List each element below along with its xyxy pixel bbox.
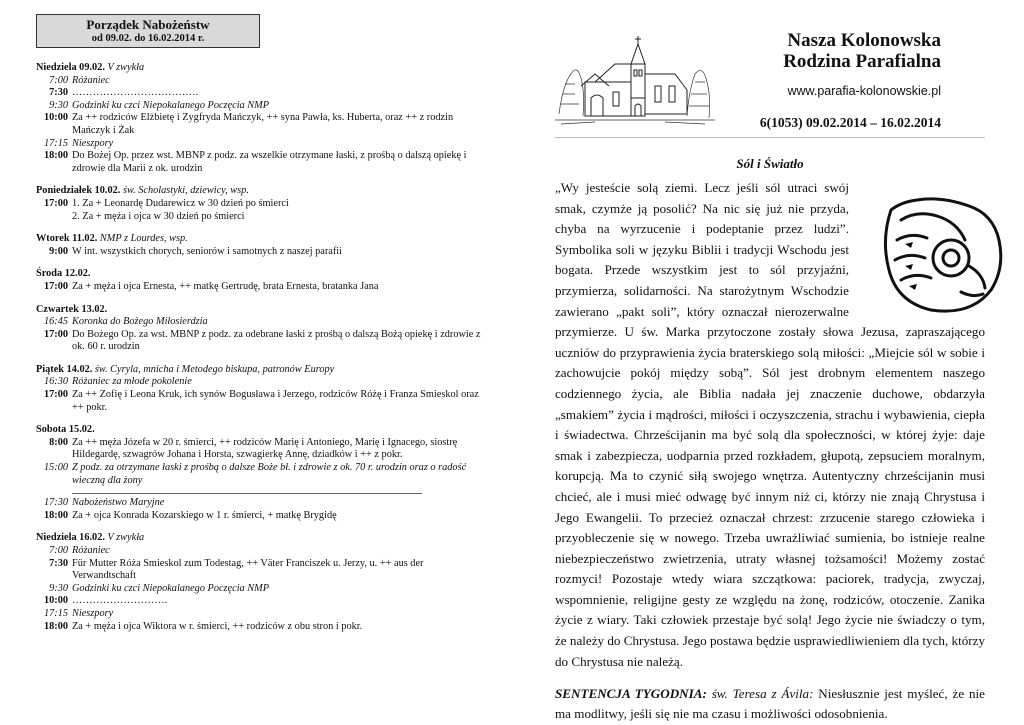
day-liturgical-note: NMP z Lourdes, wsp.: [99, 233, 188, 245]
mass-entry: [36, 545, 484, 558]
mass-entry: [36, 150, 484, 175]
mass-entry: [36, 621, 484, 634]
day-name: Wtorek 11.02.: [36, 233, 98, 245]
sentence-label: SENTENCJA TYGODNIA:: [555, 686, 707, 702]
schedule-day: [36, 185, 484, 223]
mass-time: [36, 211, 72, 224]
mass-intention: Für Mutter Róża Smieskol zum Todestag, ++ Väter Franciszek u. Jerzy, u. ++ aus der Verwandtschaft: [72, 557, 424, 582]
bulletin-title-line1: Nasza Kolonowska: [787, 30, 941, 51]
day-heading: [36, 364, 484, 377]
sentence-author: św. Teresa z Ávila:: [711, 686, 814, 702]
mass-entry: [36, 75, 484, 88]
mass-entry: [36, 329, 484, 354]
mass-intention: Nabożeństwo Maryjne: [72, 497, 165, 509]
mass-intention: Godzinki ku czci Niepokalanego Poczęcia NMP: [72, 582, 270, 594]
mass-time: 8:00: [49, 436, 68, 448]
mass-entry: [36, 100, 484, 113]
mass-entry: [36, 462, 484, 487]
mass-time: 16:45: [43, 316, 68, 328]
schedule-column: [36, 14, 484, 633]
mass-intention: 1. Za + Leonardę Dudarewicz w 30 dzień po śmierci: [72, 197, 289, 209]
mass-entry: [36, 376, 484, 389]
day-heading: [36, 424, 484, 437]
pointing-fist-illustration: [861, 170, 1011, 320]
day-name: Sobota 15.02.: [36, 424, 95, 436]
day-heading: [36, 62, 484, 75]
schedule-separator: [72, 493, 422, 494]
schedule-day: [36, 304, 484, 354]
day-liturgical-note: V zwykła: [107, 532, 145, 544]
mass-intention: Za ++ rodziców Elżbietę i Zygfryda Mańczyk, ++ syna Pawła, ks. Huberta, oraz ++ z rodzin Mańczyk i Żak: [72, 112, 454, 136]
schedule-day: [36, 268, 484, 293]
mass-time: 17:00: [43, 328, 68, 340]
mass-entry: [36, 87, 484, 100]
schedule-title: Porządek Nabożeństw: [86, 17, 210, 32]
mass-time: 17:00: [43, 197, 68, 209]
mass-intention: Za + ojca Konrada Kozarskiego w 1 r. śmierci, + matkę Brygidę: [72, 509, 337, 521]
mass-entry: [36, 211, 484, 224]
mass-entry: [36, 198, 484, 211]
day-heading: [36, 304, 484, 317]
mass-entry: [36, 138, 484, 151]
mass-intention: Godzinki ku czci Niepokalanego Poczęcia NMP: [72, 99, 270, 111]
mass-entry: [36, 316, 484, 329]
mass-time: 15:00: [43, 462, 68, 474]
mass-intention: Do Bożego Op. za wst. MBNP z podz. za odebrane łaski z prośbą o dalszą Bożą opiekę i zdrowie z ok. 60 r. urodzin: [72, 328, 481, 353]
mass-intention: Różaniec: [72, 545, 110, 556]
mass-entry: [36, 112, 484, 137]
bulletin-title-line2: Rodzina Parafialna: [783, 51, 941, 72]
mass-intention: 2. Za + męża i ojca w 30 dzień po śmierci: [72, 210, 245, 222]
mass-entry: [36, 437, 484, 462]
mass-intention: ……………………………….: [72, 87, 199, 99]
masthead-divider: [555, 137, 985, 138]
issue-number: 6(1053) 09.02.2014 – 16.02.2014: [759, 115, 941, 130]
schedule-day: [36, 62, 484, 175]
day-heading: [36, 233, 484, 246]
mass-time: 17:15: [43, 137, 68, 149]
mass-intention: ……………………….: [72, 595, 168, 607]
sentence-text: Niesłusznie jest myśleć, że nie ma modlitwy, jeśli się nie ma czasu i możliwości odosobnienia.: [555, 686, 985, 722]
mass-entry: [36, 558, 484, 583]
mass-time: 10:00: [43, 595, 68, 607]
mass-intention: Z podz. za otrzymane łaski z prośbą o dalsze Boże bł. i zdrowie z ok. 70 r. urodzin oraz o radość wieczną dla żony: [72, 462, 467, 486]
mass-intention: Różaniec za młode pokolenie: [72, 376, 192, 388]
mass-entry: [36, 595, 484, 608]
article-body: [555, 178, 985, 672]
mass-intention: Koronka do Bożego Miłosierdzia: [72, 316, 208, 328]
mass-entry: [36, 608, 484, 621]
mass-intention: Różaniec: [72, 74, 110, 86]
schedule-day: [36, 532, 484, 633]
schedule-day: [36, 364, 484, 414]
mass-time: 9:00: [49, 245, 68, 257]
parish-url: www.parafia-kolonowskie.pl: [787, 84, 941, 98]
mass-entry: [36, 583, 484, 596]
bulletin-column: [555, 30, 985, 724]
mass-intention: Do Bożej Op. przez wst. MBNP z podz. za wszelkie otrzymane łaski, z prośbą o dalszą opiekę i zdrowie dla Marii z ok. urodzin: [72, 150, 467, 174]
mass-entry: [36, 246, 484, 259]
day-name: Piątek 14.02.: [36, 363, 93, 375]
mass-time: 7:00: [49, 545, 68, 556]
sentence-of-week: [555, 684, 985, 724]
mass-time: 18:00: [43, 150, 68, 162]
mass-entry: [36, 389, 484, 414]
mass-entry: [36, 497, 484, 510]
mass-time: 18:00: [43, 620, 68, 632]
mass-intention: Za + męża i ojca Wiktora w r. śmierci, ++ rodziców z obu stron i pokr.: [72, 620, 363, 632]
schedule-day: [36, 424, 484, 522]
mass-time: 17:00: [43, 280, 68, 292]
mass-time: 17:15: [43, 607, 68, 619]
mass-time: 7:30: [49, 557, 68, 569]
mass-time: 17:00: [43, 389, 68, 401]
mass-time: 10:00: [43, 112, 68, 124]
day-liturgical-note: św. Scholastyki, dziewicy, wsp.: [122, 185, 249, 197]
mass-entry: [36, 281, 484, 294]
mass-intention: Nieszpory: [72, 607, 114, 619]
mass-time: 9:30: [49, 582, 68, 594]
mass-intention: Za ++ Zofię i Leona Kruk, ich synów Bogusława i Jerzego, rodziców Różę i Franza Smieskol oraz ++ pokr.: [72, 389, 479, 413]
masthead-title-block: [691, 30, 941, 131]
day-heading: [36, 185, 484, 198]
mass-time: 7:30: [49, 87, 68, 99]
mass-time: 18:00: [43, 509, 68, 521]
masthead: [555, 30, 985, 142]
mass-intention: Nieszpory: [72, 137, 114, 149]
day-name: Czwartek 13.02.: [36, 303, 108, 315]
article-text: „Wy jesteście solą ziemi. Lecz jeśli sól utraci swój smak, czymże ją posolić? Na nic się już nie przyda, chyba na wyrzucenie i podeptanie przez ludzi”. Symbolika soli w języku Biblii i tradycji Wschodu jest bogata. Przede wszystkim jest to sól przyjaźni, przymierza, solidarności. Na starożytnym Wschodzie zawierano „pakt soli”, który oznaczał nierozerwalne przymierze. U św. Marka przytoczone zostały słowa Jezusa, zapraszającego uczniów do przyprawienia życia braterskiego solą miłości: „Miejcie sól w sobie i zachowujcie pokój między sobą”. Sól jest drobnym elementem naszego codziennego życia, ale Biblia nadała jej znaczenie duchowe, obdarzyła „smakiem” życia i mądrości, miłości i oczyszczenia, strachu i wybawienia, ciepła i świadectwa. Chrześcijanin ma być solą dla społeczności, w której żyje: daje smak i zabezpiecza, uodparnia przed rozkładem, głupotą, zepsuciem moralnym, korupcją. Ma to czynić siłą swojego wnętrza. Autentyczny chrześcijanin musi chcieć, ale i musi mieć odwagę być innym niż ci, którzy nie znają Chrystusa i Jego Ewangelii. To przecież oznaczał chrzest: zrzucenie starego człowieka i przyobleczenie się w nowego. Trzeba uwrażliwiać sumienia, bo istnieje realne niebezpieczeństwo zwietrzenia, utraty własnej tożsamości! Możemy zostać rozmyci! Pozostaje wtedy wiara szczątkowa: paciorek, tradycja, zwyczaj, wspomnienie, religijne gesty ze względu na żonę, rodziców, otoczenie. Zanika życie z wiary. Taki człowiek przestaje być solą! Jego życie nie świadczy o tym, że należy do Chrystusa. Jego postawa będzie usprawiedliwieniem dla tych, którzy do Chrystusa nie należą.: [555, 180, 985, 669]
mass-intention: Za + męża i ojca Ernesta, ++ matkę Gertrudę, brata Ernesta, bratanka Jana: [72, 280, 379, 292]
mass-intention: W int. wszystkich chorych, seniorów i samotnych z naszej parafii: [72, 245, 343, 257]
mass-time: 7:00: [49, 74, 68, 86]
day-liturgical-note: św. Cyryla, mnicha i Metodego biskupa, patronów Europy: [94, 363, 335, 375]
schedule-header-box: [36, 14, 260, 48]
day-name: Poniedziałek 10.02.: [36, 185, 121, 197]
mass-time: 17:30: [43, 497, 68, 509]
schedule-days: [36, 62, 484, 633]
schedule-day: [36, 233, 484, 258]
mass-time: 9:30: [49, 99, 68, 111]
mass-intention: Za ++ męża Józefa w 20 r. śmierci, ++ rodziców Marię i Antoniego, Marię i Ignacego, siostrę Hildegardę, szwagrów Johana i Horsta, szwagierkę Annę, dziadków i ++ z pokr.: [72, 436, 458, 461]
day-liturgical-note: V zwykła: [107, 62, 145, 73]
day-heading: [36, 268, 484, 281]
schedule-dates: od 09.02. do 16.02.2014 r.: [91, 33, 205, 44]
mass-entry: [36, 510, 484, 523]
day-name: Niedziela 09.02.: [36, 62, 105, 73]
day-name: Niedziela 16.02.: [36, 532, 105, 544]
mass-time: 16:30: [43, 376, 68, 388]
day-name: Środa 12.02.: [36, 268, 91, 280]
article-title: Sól i Światło: [736, 156, 804, 171]
day-heading: [36, 532, 484, 545]
